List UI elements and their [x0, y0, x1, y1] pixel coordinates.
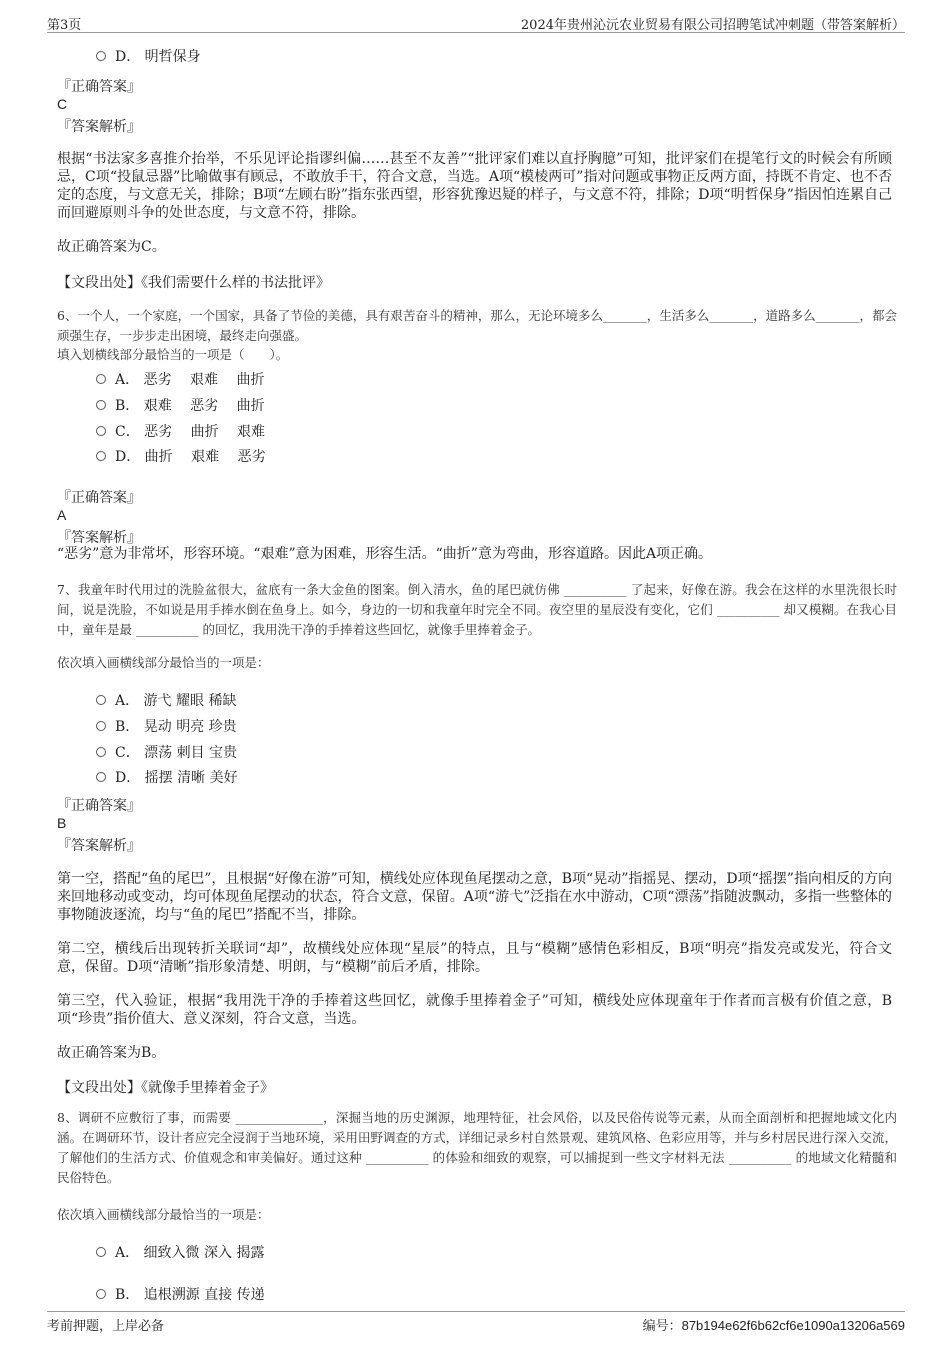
q7-analysis-3: 第三空，代入验证，根据“我用洗干净的手捧着这些回忆，就像手里捧着金子”可知，横线处应体现童年于作者而言极有价值之意，B项“珍贵”指价值大、意义深刻，符合文意，当选。	[57, 993, 892, 1027]
q7-answer: B	[57, 815, 67, 831]
q8-prompt: 依次填入画横线部分最恰当的一项是：	[57, 1207, 270, 1222]
q7-source: 【文段出处】《就像手里捧着金子》	[57, 1080, 274, 1096]
radio-icon[interactable]	[96, 400, 106, 410]
page-header	[47, 12, 905, 33]
q7-option-c[interactable]: C． 漂荡 刺目 宝贵	[96, 742, 237, 762]
page-footer	[47, 1311, 905, 1332]
radio-icon[interactable]	[96, 721, 106, 731]
q6-prompt: 填入划横线部分最恰当的一项是（ ）。	[57, 347, 289, 362]
q6-option-d[interactable]: D． 曲折 艰难 恶劣	[96, 446, 266, 466]
q8-option-b[interactable]: B． 追根溯源 直接 传递	[96, 1284, 265, 1304]
q5-analysis: 根据“书法家多喜推介抬举，不乐见评论指谬纠偏……甚至不友善”“批评家们难以直抒胸臆”可知，批评家们在提笔行文的时候会有所顾忌，C项“投鼠忌器”比喻做事有顾忌，不敢放手干，符合文意，当选。A项“模棱两可”指对问题或事物正反两方面，持既不肯定、也不否定的态度，与文意无关，排除；B项“左顾右盼”指东张西望，形容犹豫迟疑的样子，与文意不符，排除；D项“明哲保身”指因怕连累自己而回避原则斗争的处世态度，与文意不符，排除。	[57, 151, 892, 221]
q6-option-b[interactable]: B． 艰难 恶劣 曲折	[96, 395, 265, 415]
q7-option-b[interactable]: B． 晃动 明亮 珍贵	[96, 716, 237, 736]
q7-option-a[interactable]: A． 游弋 耀眼 稀缺	[96, 690, 236, 710]
q7-option-d[interactable]: D． 摇摆 清晰 美好	[96, 767, 238, 787]
radio-icon[interactable]	[96, 747, 106, 757]
q5-answer: C	[57, 96, 68, 112]
q7-answer-label: 『正确答案』	[57, 798, 141, 814]
q5-source: 【文段出处】《我们需要什么样的书法批评》	[57, 275, 330, 291]
radio-icon[interactable]	[96, 772, 106, 782]
q5-analysis-label: 『答案解析』	[57, 119, 141, 135]
page-number: 第3页	[47, 18, 82, 33]
q8-option-a[interactable]: A． 细致入微 深入 揭露	[96, 1242, 264, 1262]
q6-analysis-label: 『答案解析』	[57, 530, 141, 546]
q5-option-d[interactable]: D． 明哲保身	[96, 46, 201, 66]
radio-icon[interactable]	[96, 451, 106, 461]
radio-icon[interactable]	[96, 1247, 106, 1257]
q6-question: 6、一个人，一个家庭，一个国家，具备了节俭的美德，具有艰苦奋斗的精神，那么，无论环境多么_______，生活多么_______，道路多么_______，都会顽强生存，一步步走出困境，最终走向强盛。	[57, 308, 897, 343]
q6-analysis: “恶劣”意为非常坏，形容环境。“艰难”意为困难，形容生活。“曲折”意为弯曲，形容道路。因此A项正确。	[57, 546, 713, 562]
q6-option-c[interactable]: C． 恶劣 曲折 艰难	[96, 421, 265, 441]
q5-answer-label: 『正确答案』	[57, 79, 141, 95]
q5-conclusion: 故正确答案为C。	[57, 239, 166, 255]
footer-slogan: 考前押题，上岸必备	[47, 1319, 165, 1334]
code-label: 编号：	[642, 1319, 682, 1334]
q7-question: 7、我童年时代用过的洗脸盆很大，盆底有一条大金鱼的图案。倒入清水，鱼的尾巴就仿佛 __________ 了起来，好像在游。我会在这样的水里洗很长时间，说是洗脸，不如说是用手捧水倒在鱼身上。如今，身边的一切和我童年时完全不同。夜空里的星辰没有变化，它们 __________ 却又模糊。在我心目中，童年是最 __________ 的回忆，我用洗干净的手捧着这些回忆，就像手里捧着金子。	[57, 582, 897, 637]
q6-option-a[interactable]: A． 恶劣 艰难 曲折	[96, 369, 264, 389]
q7-analysis-1: 第一空，搭配“鱼的尾巴”，且根据“好像在游”可知，横线处应体现鱼尾摆动之意，B项“晃动”指摇晃、摆动，D项“摇摆”指向相反的方向来回地移动或变动，均可体现鱼尾摆动的状态，符合文意，保留。A项“游弋”泛指在水中游动，C项“漂荡”指随波飘动，多指一些整体的事物随波逐流，均与“鱼的尾巴”搭配不当，排除。	[57, 871, 892, 923]
q6-answer-label: 『正确答案』	[57, 490, 141, 506]
radio-icon[interactable]	[96, 51, 106, 61]
radio-icon[interactable]	[96, 426, 106, 436]
q7-prompt: 依次填入画横线部分最恰当的一项是：	[57, 655, 270, 670]
code-value: 87b194e62f6b62cf6e1090a13206a569	[681, 1318, 905, 1333]
radio-icon[interactable]	[96, 1289, 106, 1299]
q7-conclusion: 故正确答案为B。	[57, 1045, 166, 1061]
document-code	[643, 1315, 905, 1334]
q7-analysis-2: 第二空，横线后出现转折关联词“却”，故横线处应体现“星辰”的特点，且与“模糊”感情色彩相反，B项“明亮”指发亮或发光，符合文意，保留。D项“清晰”指形象清楚、明朗，与“模糊”前后矛盾，排除。	[57, 941, 892, 975]
q8-question: 8、调研不应敷衍了事，而需要 ______________，深掘当地的历史渊源，地理特征，社会风俗，以及民俗传说等元素，从而全面剖析和把握地域文化内涵。在调研环节，设计者应完全浸润于当地环境，采用田野调查的方式，详细记录乡村自然景观、建筑风格、色彩应用等，并与乡村居民进行深入交流，了解他们的生活方式、价值观念和审美偏好。通过这种 __________ 的体验和细致的观察，可以捕捉到一些文字材料无法 __________ 的地域文化精髓和民俗特色。	[57, 1110, 897, 1185]
q7-analysis-label: 『答案解析』	[57, 838, 141, 854]
document-title: 2024年贵州沁沅农业贸易有限公司招聘笔试冲刺题（带答案解析）	[520, 18, 905, 33]
q6-answer: A	[57, 507, 67, 523]
radio-icon[interactable]	[96, 374, 106, 384]
radio-icon[interactable]	[96, 695, 106, 705]
